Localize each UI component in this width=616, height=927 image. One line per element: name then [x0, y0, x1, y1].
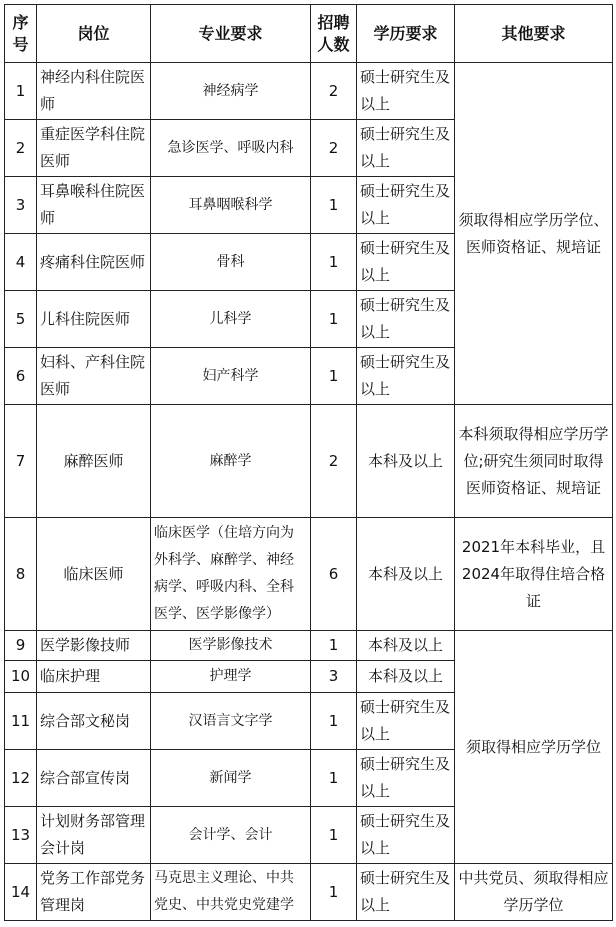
- row-position: 党务工作部党务管理岗: [37, 864, 151, 921]
- header-education: 学历要求: [357, 5, 455, 63]
- row-major: 会计学、会计: [151, 807, 311, 864]
- row-no: 7: [5, 405, 37, 518]
- row-no: 5: [5, 291, 37, 348]
- row-major: 妇产科学: [151, 348, 311, 405]
- other-requirement: 2021年本科毕业，且2024年取得住培合格证: [455, 518, 613, 631]
- row-education: 本科及以上: [357, 405, 455, 518]
- other-requirement: 须取得相应学历学位: [455, 631, 613, 864]
- header-count: 招聘人数: [311, 5, 357, 63]
- row-major: 骨科: [151, 234, 311, 291]
- row-no: 3: [5, 177, 37, 234]
- other-requirement: 本科须取得相应学历学位;研究生须同时取得医师资格证、规培证: [455, 405, 613, 518]
- row-position: 重症医学科住院医师: [37, 120, 151, 177]
- row-no: 9: [5, 631, 37, 661]
- header-other: 其他要求: [455, 5, 613, 63]
- header-no: 序号: [5, 5, 37, 63]
- header-row: [5, 5, 613, 63]
- row-education: 硕士研究生及以上: [357, 807, 455, 864]
- row-no: 8: [5, 518, 37, 631]
- row-education: 硕士研究生及以上: [357, 120, 455, 177]
- row-major: 急诊医学、呼吸内科: [151, 120, 311, 177]
- row-education: 本科及以上: [357, 631, 455, 661]
- row-education: 硕士研究生及以上: [357, 693, 455, 750]
- row-position: 疼痛科住院医师: [37, 234, 151, 291]
- row-major: 新闻学: [151, 750, 311, 807]
- row-count: 2: [311, 120, 357, 177]
- row-count: 1: [311, 234, 357, 291]
- row-count: 1: [311, 291, 357, 348]
- row-count: 2: [311, 63, 357, 120]
- row-count: 1: [311, 807, 357, 864]
- row-education: 硕士研究生及以上: [357, 177, 455, 234]
- row-no: 10: [5, 661, 37, 693]
- row-major: 护理学: [151, 661, 311, 693]
- row-count: 1: [311, 864, 357, 921]
- row-position: 妇科、产科住院医师: [37, 348, 151, 405]
- row-no: 13: [5, 807, 37, 864]
- table-row: [5, 63, 613, 120]
- row-education: 本科及以上: [357, 661, 455, 693]
- row-major: 马克思主义理论、中共党史、中共党史党建学: [151, 864, 311, 921]
- row-no: 2: [5, 120, 37, 177]
- row-major: 临床医学（住培方向为外科学、麻醉学、神经病学、呼吸内科、全科医学、医学影像学）: [151, 518, 311, 631]
- row-count: 1: [311, 348, 357, 405]
- row-count: 3: [311, 661, 357, 693]
- row-education: 硕士研究生及以上: [357, 291, 455, 348]
- row-position: 医学影像技师: [37, 631, 151, 661]
- row-education: 硕士研究生及以上: [357, 63, 455, 120]
- row-position: 耳鼻喉科住院医师: [37, 177, 151, 234]
- row-count: 1: [311, 693, 357, 750]
- row-major: 医学影像技术: [151, 631, 311, 661]
- header-position: 岗位: [37, 5, 151, 63]
- table-row: [5, 405, 613, 518]
- row-no: 1: [5, 63, 37, 120]
- row-count: 6: [311, 518, 357, 631]
- row-major: 儿科学: [151, 291, 311, 348]
- row-position: 临床医师: [37, 518, 151, 631]
- row-position: 临床护理: [37, 661, 151, 693]
- row-major: 麻醉学: [151, 405, 311, 518]
- row-no: 6: [5, 348, 37, 405]
- other-requirement: 须取得相应学历学位、医师资格证、规培证: [455, 63, 613, 405]
- row-position: 麻醉医师: [37, 405, 151, 518]
- row-position: 儿科住院医师: [37, 291, 151, 348]
- row-position: 计划财务部管理会计岗: [37, 807, 151, 864]
- table-row: [5, 631, 613, 661]
- row-major: 汉语言文字学: [151, 693, 311, 750]
- row-no: 14: [5, 864, 37, 921]
- row-count: 2: [311, 405, 357, 518]
- row-education: 本科及以上: [357, 518, 455, 631]
- row-education: 硕士研究生及以上: [357, 864, 455, 921]
- row-position: 综合部文秘岗: [37, 693, 151, 750]
- table-row: [5, 518, 613, 631]
- table-row: [5, 864, 613, 921]
- row-major: 神经病学: [151, 63, 311, 120]
- row-education: 硕士研究生及以上: [357, 348, 455, 405]
- row-count: 1: [311, 177, 357, 234]
- row-education: 硕士研究生及以上: [357, 234, 455, 291]
- other-requirement: 中共党员、须取得相应学历学位: [455, 864, 613, 921]
- recruitment-table: [4, 4, 613, 921]
- row-no: 12: [5, 750, 37, 807]
- row-position: 神经内科住院医师: [37, 63, 151, 120]
- row-count: 1: [311, 631, 357, 661]
- row-major: 耳鼻咽喉科学: [151, 177, 311, 234]
- row-count: 1: [311, 750, 357, 807]
- row-no: 4: [5, 234, 37, 291]
- row-position: 综合部宣传岗: [37, 750, 151, 807]
- row-no: 11: [5, 693, 37, 750]
- row-education: 硕士研究生及以上: [357, 750, 455, 807]
- header-major: 专业要求: [151, 5, 311, 63]
